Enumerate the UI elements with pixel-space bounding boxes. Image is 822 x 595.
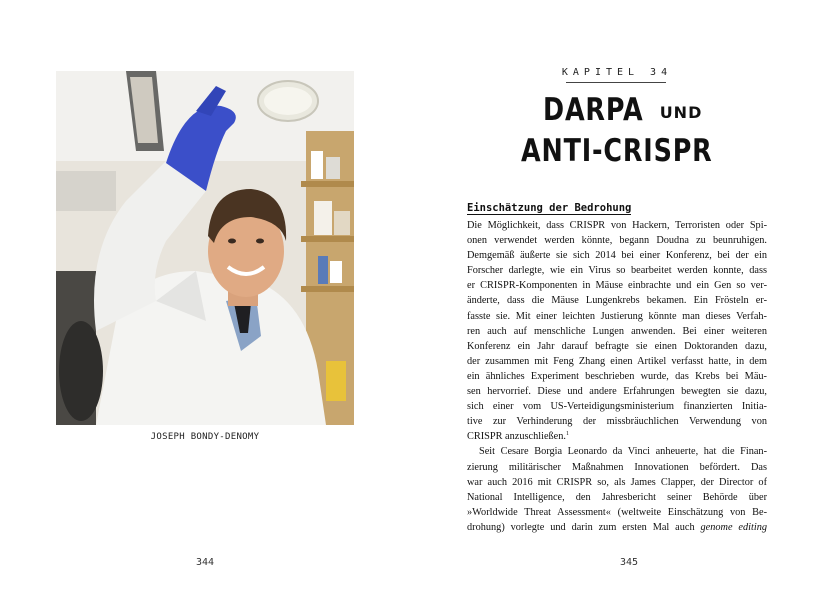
title-line-2	[467, 133, 767, 174]
italic-term: genome editing	[700, 521, 767, 533]
footnote-mark: 1	[565, 431, 569, 438]
page-number-right: 345	[619, 557, 639, 568]
text-line: ren auch auf menschliche Lungen anwenden. Bei einer weiteren	[467, 325, 767, 337]
text-line: der zusammen mit Feng Zhang einen Artikel verfasst hatte, in dem	[467, 355, 767, 367]
title-part1: DARPA	[542, 92, 644, 128]
title-part2: ANTI-CRISPR	[521, 133, 713, 169]
text-line: National Intelligence, den Jahresbericht seiner Behörde über	[467, 491, 767, 503]
photo-caption: JOSEPH BONDY-DENOMY	[150, 432, 260, 442]
title-line-1	[467, 92, 767, 133]
text-line: Demgemäß äußerte sie sich 2014 bei einer Konferenz, bei der ein	[467, 250, 767, 262]
text-line: er CRISPR-Komponenten in Mäuse einbrachte und ein Gen so ver-	[467, 280, 767, 292]
text-line: »Worldwide Threat Assessment« (weltweite Einschätzung von Be-	[467, 506, 767, 518]
body-text	[467, 218, 767, 535]
section-heading: Einschätzung der Bedrohung	[467, 202, 632, 214]
chapter-divider	[566, 82, 666, 83]
text-line: sen hervorrief. Diese und andere Erfahrungen bewegten sie dazu,	[467, 386, 767, 398]
text-line: ein ähnliches Experiment beschrieben wurde, das Krebs bei Mäu-	[467, 370, 767, 382]
text-line: Die Möglichkeit, dass CRISPR von Hackern, Terroristen oder Spi-	[467, 220, 767, 231]
right-page	[411, 0, 822, 595]
title-and: UND	[659, 103, 703, 122]
text-line: onen verwendet werden könnte, begann Doudna zu beunruhigen.	[467, 235, 767, 247]
chapter-label: KAPITEL 34	[561, 67, 673, 78]
text-line: Seit Cesare Borgia Leonardo da Vinci anheuerte, hat die Finan-	[479, 446, 767, 458]
text-line: zierung militärischer Maßnahmen Innovationen befördert. Das	[467, 461, 767, 473]
text-line: änderte, dass die Mäuse Lungenkrebs bekamen. Ein Frösteln er-	[467, 295, 767, 307]
chapter-title	[467, 92, 767, 174]
text-line: Forscher darlegte, wie ein Virus so bearbeitet werden konnte, dass	[467, 265, 767, 277]
page-number-left: 344	[195, 557, 215, 568]
portrait-photo	[56, 71, 354, 425]
text-line: Konferenz ein Jahr darauf befragte sie einen Doktoranden dazu,	[467, 340, 767, 352]
text-line: war auch 2016 mit CRISPR so, als James Clapper, der Director of	[467, 476, 767, 488]
text-line	[467, 520, 767, 535]
text-line-content: drohung) vorlegte und darin zum ersten Mal auch	[467, 521, 695, 533]
text-line: fasste sie. Mit einer leichten Justierung könnte man dieses Verfah-	[467, 310, 767, 322]
text-line-content: CRISPR anzuschließen.	[467, 431, 566, 443]
text-line: tive zur Verhinderung der missbräuchlichen Verwendung von	[467, 416, 767, 428]
scientist-photo-illustration	[56, 71, 354, 425]
text-line: sich einer vom US-Verteidigungsministerium finanzierten Initia-	[467, 401, 767, 413]
text-line	[467, 429, 767, 444]
